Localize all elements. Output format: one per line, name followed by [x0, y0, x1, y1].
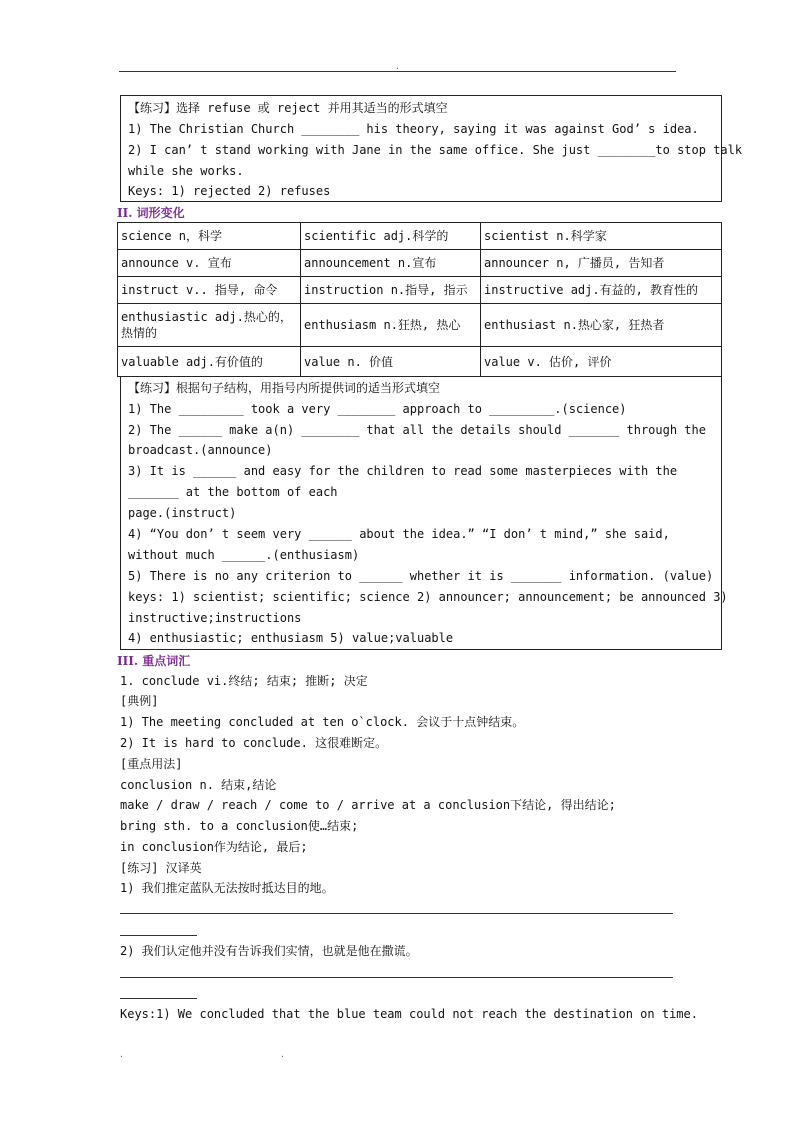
usage-bring-to-conclusion: bring sth. to a conclusion使…结束; — [120, 819, 359, 833]
box2-keys-3: 4) enthusiastic; enthusiasm 5) value;valuable — [128, 631, 454, 645]
header-dot: . — [395, 62, 400, 71]
header-rule — [119, 71, 676, 72]
table-row — [118, 250, 722, 277]
box1-line-2: 1) The Christian Church ________ his theory, saying it was against God’ s idea. — [128, 122, 699, 136]
box2-keys-1: keys: 1) scientist; scientific; science 2) announcer; announcement; be announced 3) — [128, 590, 728, 604]
table-cell: enthusiast n.热心家, 狂热者 — [481, 304, 722, 347]
table-cell: announcer n, 广播员, 告知者 — [481, 250, 722, 277]
table-cell: value n. 价值 — [301, 347, 481, 377]
table-cell: instructive adj.有益的, 教育性的 — [481, 277, 722, 304]
translation-question-1: 1) 我们推定蓝队无法按时抵达目的地。 — [120, 881, 334, 895]
box2-line-1: 【练习】根据句子结构，用指号内所提供词的适当形式填空 — [128, 381, 441, 395]
usage-conclusion: conclusion n. 结束,结论 — [120, 778, 277, 792]
footer-dot: . — [280, 1050, 285, 1059]
box2-line-10: 5) There is no any criterion to ______ whether it is _______ information. (value) — [128, 569, 714, 583]
box1-keys: Keys: 1) rejected 2) refuses — [128, 184, 331, 198]
box2-keys-2: instructive;instructions — [128, 611, 302, 625]
translation-question-2: 2) 我们认定他并没有告诉我们实情，也就是他在撒谎。 — [120, 944, 418, 958]
translation-exercise-label: [练习] 汉译英 — [120, 861, 202, 875]
table-cell: enthusiasm n.狂热, 热心 — [301, 304, 481, 347]
box1-line-3: 2) I can’ t stand working with Jane in the same office. She just ________to stop talk — [128, 143, 743, 157]
example-2: 2) It is hard to conclude. 这很难断定。 — [120, 736, 388, 750]
footer-dot: . — [119, 1050, 124, 1059]
table-cell: science n，科学 — [118, 223, 301, 250]
section-title-word-forms: II. 词形变化 — [117, 206, 185, 220]
vocab-heading-conclude: 1. conclude vi.终结; 结束; 推断; 决定 — [120, 674, 368, 688]
box2-line-5: 3) It is ______ and easy for the children to read some masterpieces with the — [128, 464, 678, 478]
table-cell: value v. 估价, 评价 — [481, 347, 722, 377]
section-title-key-vocabulary: III. 重点词汇 — [117, 654, 191, 668]
box2-line-4: broadcast.(announce) — [128, 443, 273, 457]
word-form-table — [117, 222, 722, 377]
answer-line — [120, 935, 197, 936]
table-cell: announce v. 宣布 — [118, 250, 301, 277]
box2-line-7: page.(instruct) — [128, 506, 237, 520]
answer-line — [120, 913, 673, 914]
box2-line-3: 2) The ______ make a(n) ________ that all the details should _______ through the — [128, 423, 706, 437]
box2-line-8: 4) “You don’ t seem very ______ about the idea.” “I don’ t mind,” she said, — [128, 527, 670, 541]
exercise-box-refuse-reject — [120, 95, 743, 202]
table-cell: scientist n.科学家 — [481, 223, 722, 250]
usage-make-conclusion: make / draw / reach / come to / arrive at a conclusion下结论, 得出结论; — [120, 798, 616, 812]
usage-label: [重点用法] — [120, 757, 183, 771]
table-cell: announcement n.宣布 — [301, 250, 481, 277]
answer-line — [120, 977, 673, 978]
example-1: 1) The meeting concluded at ten o`clock. 会议于十点钟结束。 — [120, 715, 525, 729]
examples-label: [典例] — [120, 694, 159, 708]
answer-line — [120, 998, 197, 999]
box1-line-1: 【练习】选择 refuse 或 reject 并用其适当的形式填空 — [128, 101, 448, 115]
table-cell: instruct v.. 指导, 命令 — [118, 277, 301, 304]
table-cell: enthusiastic adj.热心的，热情的 — [118, 304, 301, 347]
table-row — [118, 277, 722, 304]
box2-line-2: 1) The _________ took a very ________ approach to _________.(science) — [128, 402, 627, 416]
table-row — [118, 223, 722, 250]
table-cell: instruction n.指导, 指示 — [301, 277, 481, 304]
table-row — [118, 347, 722, 377]
box2-line-6: _______ at the bottom of each — [128, 485, 338, 499]
table-row — [118, 304, 722, 347]
table-cell: scientific adj.科学的 — [301, 223, 481, 250]
exercise-box-word-forms — [120, 377, 728, 650]
table-cell: valuable adj.有价值的 — [118, 347, 301, 377]
box2-line-9: without much ______.(enthusiasm) — [128, 548, 360, 562]
usage-in-conclusion: in conclusion作为结论, 最后; — [120, 840, 308, 854]
box1-line-4: while she works. — [128, 164, 244, 178]
translation-keys: Keys:1) We concluded that the blue team could not reach the destination on time. — [120, 1007, 698, 1021]
